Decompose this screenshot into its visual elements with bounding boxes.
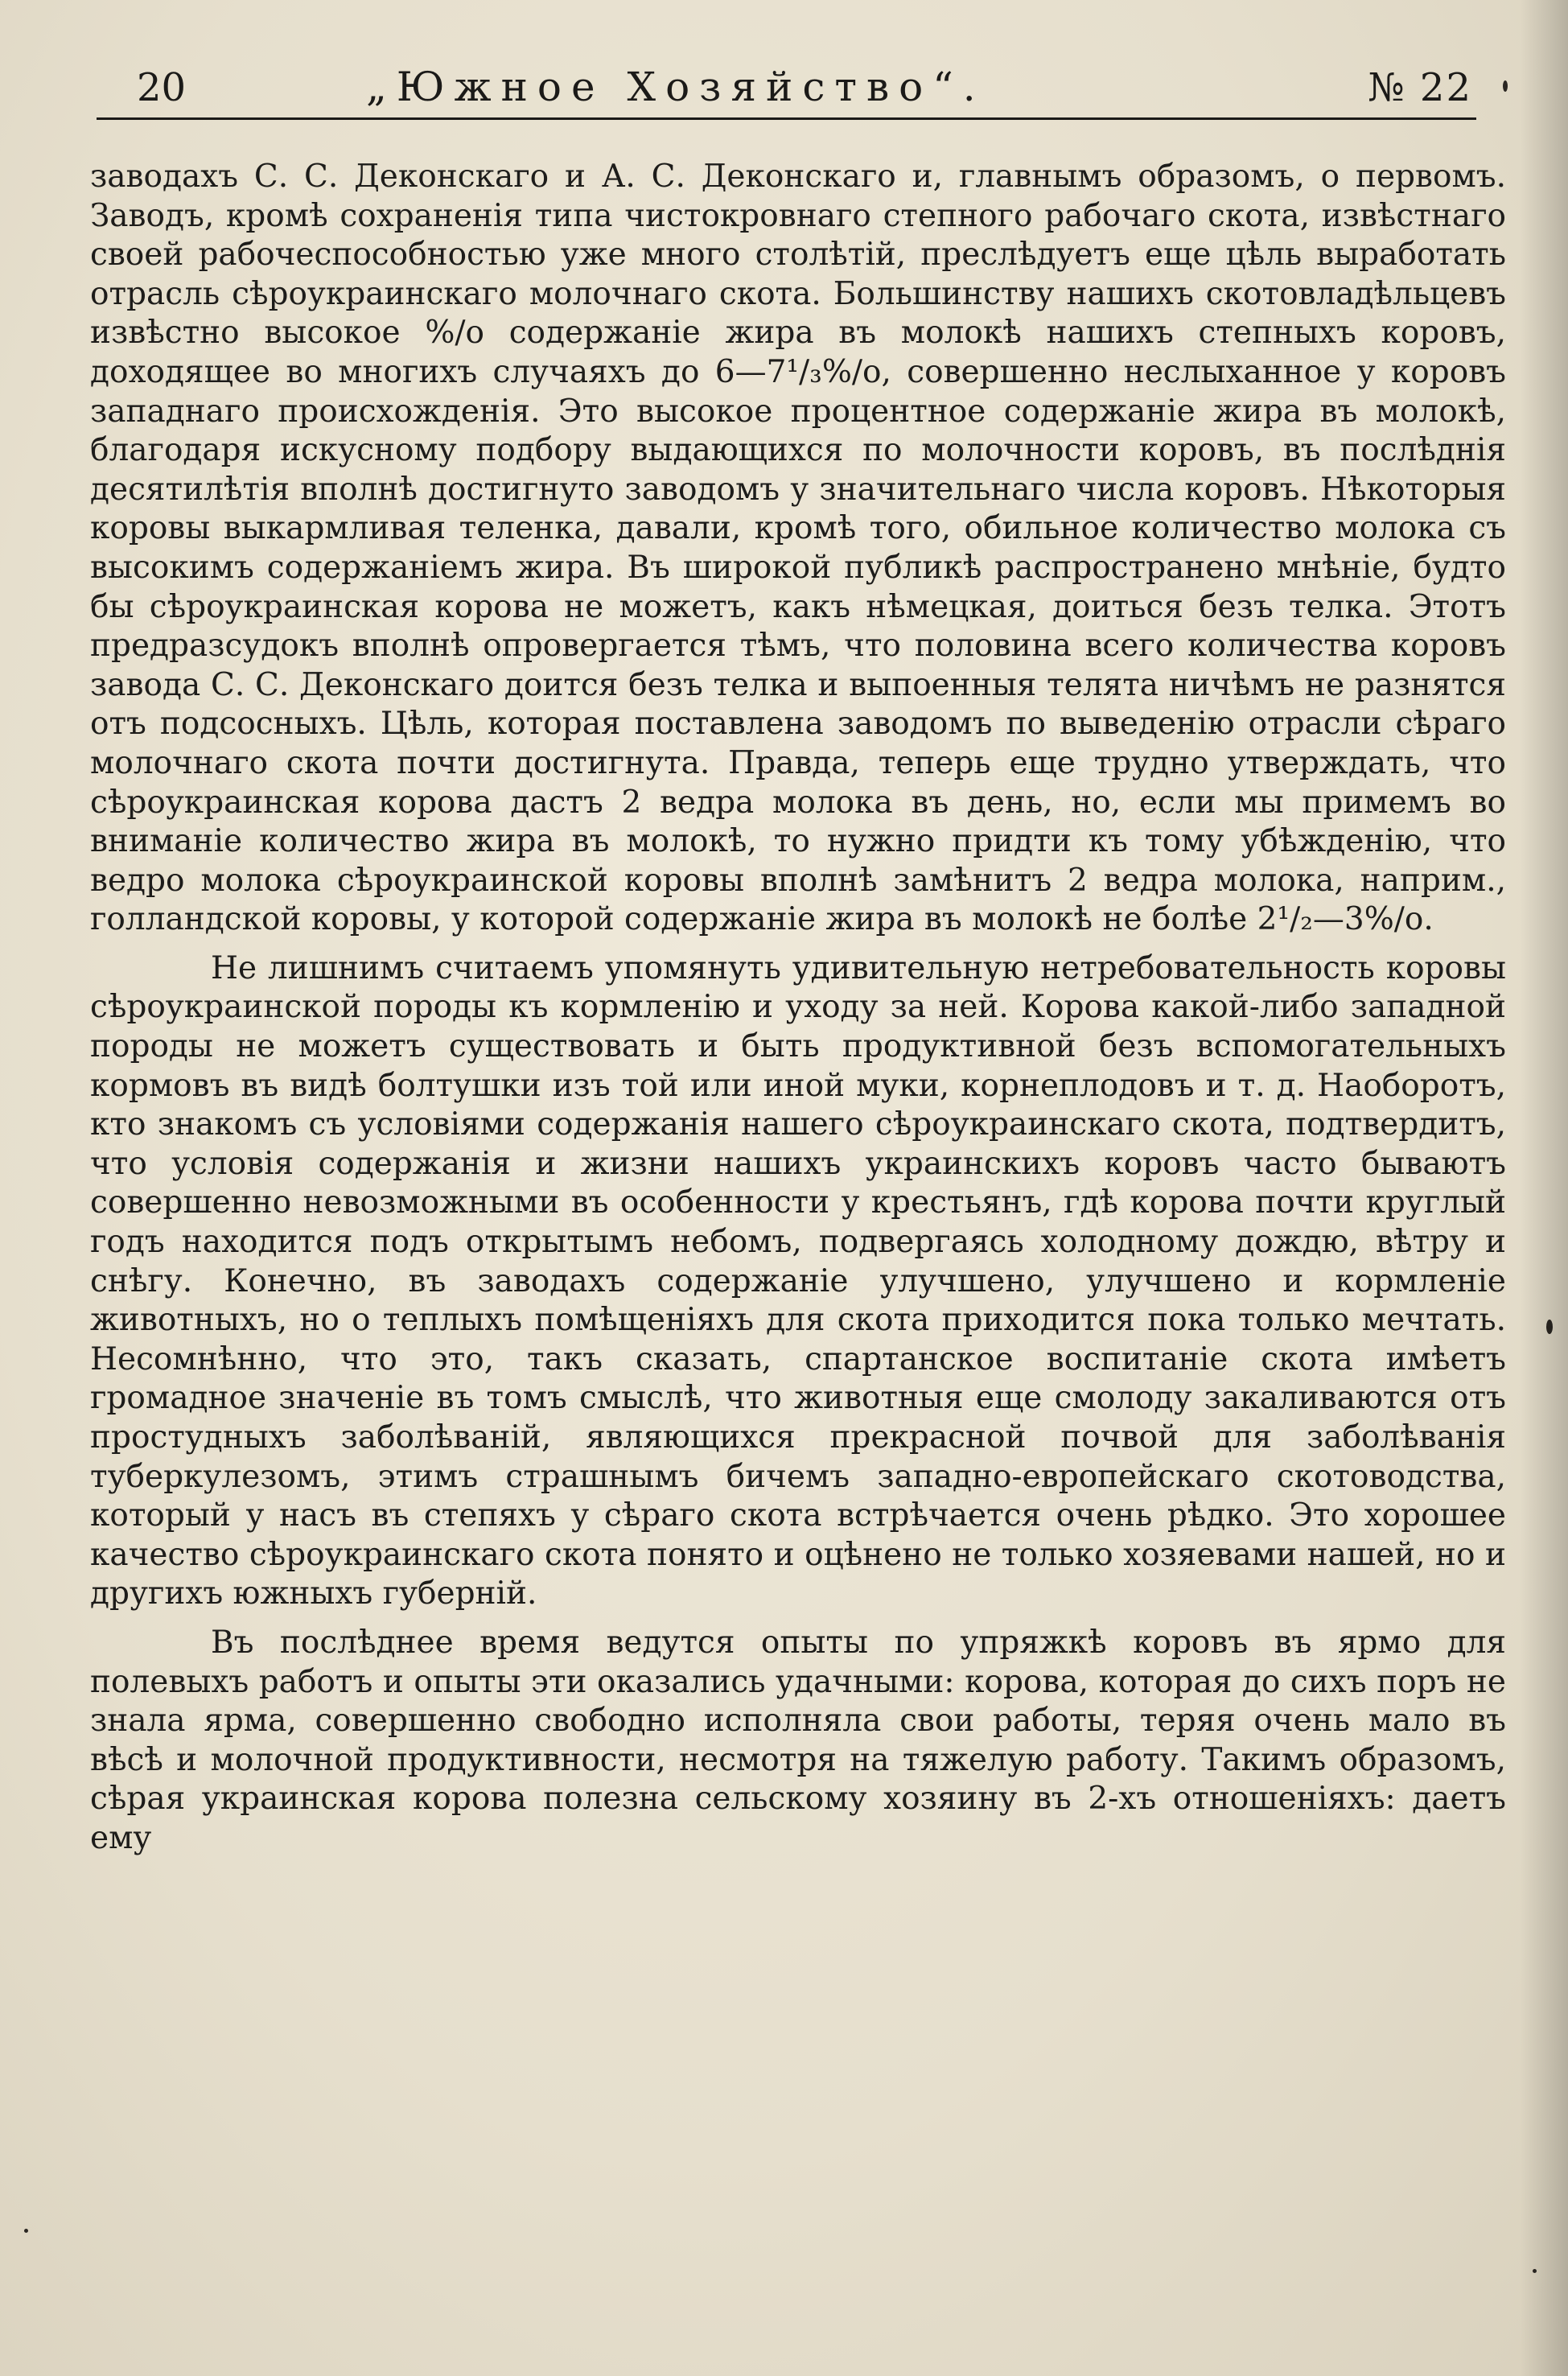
page-header	[88, 60, 1472, 117]
paragraph-1: заводахъ С. С. Деконскаго и А. С. Деконскаго и, главнымъ образомъ, о первомъ. Заводъ, кромѣ сохраненія типа чистокровнаго степного рабочаго скота, извѣстнаго своей рабочеспособностью уже много столѣтій, преслѣдуетъ еще цѣль выработать отрасль сѣроукраинскаго молочнаго скота. Большинству нашихъ скотовладѣльцевъ извѣстно высокое %/о содержаніе жира въ молокѣ нашихъ степныхъ коровъ, доходящее во многихъ случаяхъ до 6—7¹/₃%/о, совершенно неслыханное у коровъ западнаго происхожденія. Это высокое процентное содержаніе жира въ молокѣ, благодаря искусному подбору выдающихся по молочности коровъ, въ послѣднія десятилѣтія вполнѣ достигнуто заводомъ у значительнаго числа коровъ. Нѣкоторыя коровы выкармливая теленка, давали, кромѣ того, обильное количество молока съ высокимъ содержаніемъ жира. Въ широкой публикѣ распространено мнѣніе, будто бы сѣроукраинская корова не можетъ, какъ нѣмецкая, доиться безъ телка. Этотъ предразсудокъ вполнѣ опровергается тѣмъ, что половина всего количества коровъ завода С. С. Деконскаго доится безъ телка и выпоенныя телята ничѣмъ не разнятся отъ подсосныхъ. Цѣль, которая поставлена заводомъ по выведенію отрасли сѣраго молочнаго скота почти достигнута. Правда, теперь еще трудно утверждать, что сѣроукраинская корова дастъ 2 ведра молока въ день, но, если мы примемъ во вниманіе количество жира въ молокѣ, то нужно придти къ тому убѣжденію, что ведро молока сѣроукраинской коровы вполнѣ замѣнитъ 2 ведра молока, наприм., голландской коровы, у которой содержаніе жира въ молокѣ не болѣе 2¹/₂—3%/о.	[90, 159, 1506, 938]
page-number: 20	[137, 65, 187, 110]
page-edge-shadow	[1520, 0, 1568, 2376]
ink-speck	[24, 2229, 28, 2233]
journal-title: „Южное Хозяйство“.	[366, 64, 986, 110]
issue-number: № 22	[1368, 65, 1472, 110]
paragraph-3: Въ послѣднее время ведутся опыты по упряжкѣ коровъ въ ярмо для полевыхъ работъ и опыты эти оказались удачными: корова, которая до сихъ поръ не знала ярма, совершенно свободно исполняла свои работы, теряя очень мало въ вѣсѣ и молочной продуктивности, несмотря на тяжелую работу. Такимъ образомъ, сѣрая украинская корова полезна сельскому хозяину въ 2-хъ отношеніяхъ: даетъ ему	[90, 1624, 1506, 1856]
article-body	[90, 158, 1506, 1859]
paragraph-2: Не лишнимъ считаемъ упомянуть удивительную нетребовательность коровы сѣроукраинской породы къ кормленію и уходу за ней. Корова какой-либо западной породы не можетъ существовать и быть продуктивной безъ вспомогательныхъ кормовъ въ видѣ болтушки изъ той или иной муки, корнеплодовъ и т. д. Наоборотъ, кто знакомъ съ условіями содержанія нашего сѣроукраинскаго скота, подтвердитъ, что условія содержанія и жизни нашихъ украинскихъ коровъ часто бываютъ совершенно невозможными въ особенности у крестьянъ, гдѣ корова почти круглый годъ находится подъ открытымъ небомъ, подвергаясь холодному дождю, вѣтру и снѣгу. Конечно, въ заводахъ содержаніе улучшено, улучшено и кормленіе животныхъ, но о теплыхъ помѣщеніяхъ для скота приходится пока только мечтать. Несомнѣнно, что это, такъ сказать, спартанское воспитаніе скота имѣетъ громадное значеніе въ томъ смыслѣ, что животныя еще смолоду закаливаются отъ простудныхъ заболѣваній, являющихся прекрасной почвой для заболѣванія туберкулезомъ, этимъ страшнымъ бичемъ западно-европейскаго скотоводства, который у насъ въ степяхъ у сѣраго скота встрѣчается очень рѣдко. Это хорошее качество сѣроукраинскаго скота понято и оцѣнено не только хозяевами нашей, но и другихъ южныхъ губерній.	[90, 949, 1506, 1612]
ink-speck	[1503, 80, 1508, 92]
header-rule	[97, 117, 1476, 120]
